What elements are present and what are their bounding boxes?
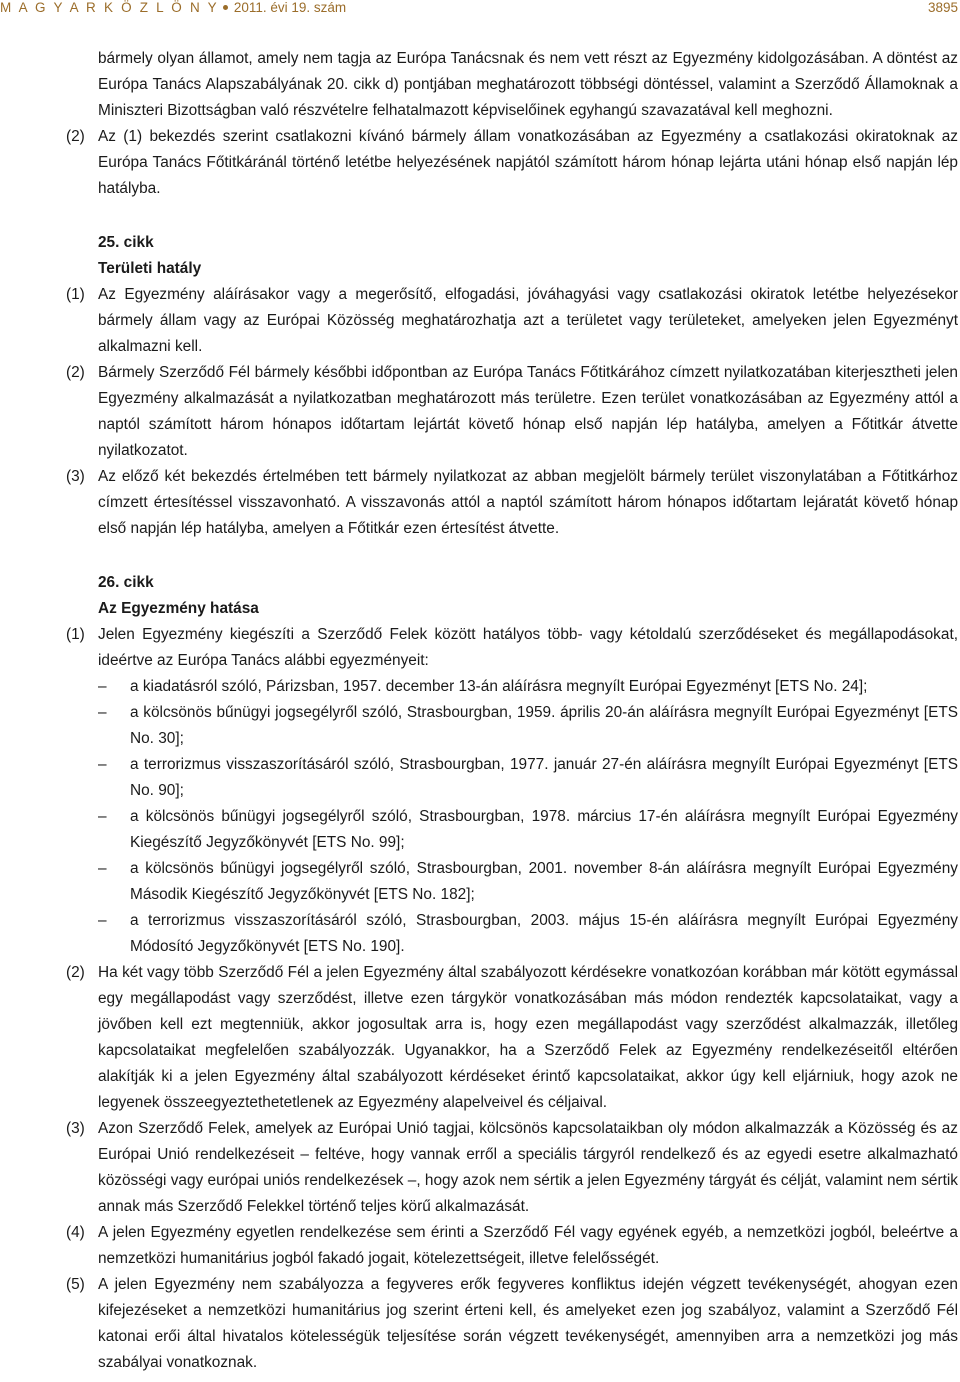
list-item (66, 752, 958, 804)
article-26-title: Az Egyezmény hatása (98, 600, 259, 617)
paragraph-number: (2) (66, 128, 85, 145)
article-26-paragraph (66, 960, 958, 1116)
article-26-paragraph (66, 1220, 958, 1272)
paragraph-text: Az Egyezmény aláírásakor vagy a megerősítő, elfogadási, jóváhagyási vagy csatlakozási okiratok letétbe helyezésekor bármely állam vagy az Európai Közösség meghatározhatja azt a területet vagy területeket, amelyeken jelen Egyezményt alkalmazni kell. (98, 286, 958, 355)
article-25-paragraph (66, 464, 958, 542)
list-item (66, 674, 958, 700)
article-26-paragraph (66, 1116, 958, 1220)
paragraph-number: (5) (66, 1276, 85, 1293)
paragraph-text: Az előző két bekezdés értelmében tett bármely nyilatkozat az abban megjelölt bármely terület viszonylatában a Főtitkárhoz címzett értesítéssel visszavonható. A visszavonás attól a naptól számított három hónapos időtartam lejáratát követő hónap első napján lép hatályba, amelyen a Főtitkár ezen értesítést átvette. (98, 468, 958, 537)
intro-paragraph: bármely olyan államot, amely nem tagja az Európa Tanácsnak és nem vett részt az Egyezmény kidolgozásában. A döntést az Európa Tanács Alapszabályának 20. cikk d) pontjában meghatározott többségi döntéssel, valamint a Szerződő Államoknak a Miniszteri Bizottságban való részvételre felhatalmazott képviselőinek egyhangú szavazatával kell meghozni. (98, 50, 958, 119)
article-25-title: Területi hatály (98, 260, 202, 277)
list-item (66, 908, 958, 960)
list-item-text: a kölcsönös bűnügyi jogsegélyről szóló, Strasbourgban, 2001. november 8-án aláírásra megnyílt Európai Egyezmény Második Kiegészítő Jegyzőkönyvét [ETS No. 182]; (130, 860, 958, 903)
paragraph-text: Bármely Szerződő Fél bármely későbbi időpontban az Európa Tanács Főtitkárához címzett nyilatkozatában kiterjesztheti jelen Egyezmény alkalmazását a nyilatkozatban meghatározott más területre. Ezen terület vonatkozásában az Egyezmény attól a naptól számított három hónapos időtartam lejártát követő hónap első napján lép hatályba, amelyen a Főtitkár átvette nyilatkozatot. (98, 364, 958, 459)
paragraph-number: (2) (66, 964, 85, 981)
bullet-dot-icon (223, 5, 228, 10)
header-publication (0, 0, 346, 15)
page-number: 3895 (927, 0, 958, 15)
dash-bullet: – (98, 860, 107, 877)
paragraph-number: (3) (66, 468, 85, 485)
issue-date: 2011. évi 19. szám (233, 0, 347, 15)
list-item (66, 804, 958, 856)
article-25-paragraph (66, 282, 958, 360)
article-26-paragraph (66, 1272, 958, 1376)
dash-bullet: – (98, 704, 107, 721)
list-item (66, 700, 958, 752)
paragraph-number: (1) (66, 626, 85, 643)
paragraph-text: A jelen Egyezmény egyetlen rendelkezése sem érinti a Szerződő Fél vagy egyének egyéb, a nemzetközi jogból, beleértve a nemzetközi humanitárius jogból fakadó jogait, kötelezettségeit, illetve felelősségét. (98, 1224, 958, 1267)
paragraph-number: (2) (66, 364, 85, 381)
paragraph-text: Ha két vagy több Szerződő Fél a jelen Egyezmény által szabályozott kérdésekre vonatkozóan korábban már kötött egymással egy megállapodást vagy szerződést, illetve ezen tárgykör vonatkozásában más módon rendezték kapcsolataikat, vagy a jövőben kell ezt megtenniük, akkor jogosultak arra is, hogy ezen megállapodást vagy szerződést alkalmazzák, illetőleg kapcsolataikat megfelelően szabályozzák. Ugyanakkor, ha a Szerződő Felek az Egyezmény rendelkezéseitől eltérően alakítják ki a jelen Egyezmény által szabályozott kérdéseket érintő kapcsolataikat, akkor úgy kell eljárniuk, hogy azok ne legyenek összeegyeztethetetlenek az Egyezmény alapelveivel és céljaival. (98, 964, 958, 1111)
article-26-number: 26. cikk (98, 574, 154, 591)
paragraph-text: Az (1) bekezdés szerint csatlakozni kívánó bármely állam vonatkozásában az Egyezmény a csatlakozási okiratoknak az Európa Tanács Főtitkáránál történő letétbe helyezésének napjától számított három hónap lejárta utáni hónap első napján lép hatályba. (98, 128, 958, 197)
page-header (0, 0, 960, 24)
publication-name: M A G Y A R K Ö Z L Ö N Y (0, 0, 219, 15)
paragraph-text: Azon Szerződő Felek, amelyek az Európai Unió tagjai, kölcsönös kapcsolataikban oly módon alkalmazzák a Közösség és az Európai Unió rendelkezéseit – feltéve, hogy vannak erről a speciális tárgyról rendelkező és az egyedi esetre alkalmazható közösségi vagy európai uniós rendelkezések –, hogy azok nem sértik a jelen Egyezmény tárgyát és célját, valamint nem sértik annak más Szerződő Felekkel történő teljes körű alkalmazását. (98, 1120, 958, 1215)
dash-bullet: – (98, 678, 107, 695)
article-25-paragraph (66, 360, 958, 464)
list-item-text: a kölcsönös bűnügyi jogsegélyről szóló, Strasbourgban, 1978. március 17-én aláírásra megnyílt Európai Egyezmény Kiegészítő Jegyzőkönyvét [ETS No. 99]; (130, 808, 958, 851)
list-item-text: a terrorizmus visszaszorításáról szóló, Strasbourgban, 2003. május 15-én aláírásra megnyílt Európai Egyezmény Módosító Jegyzőkönyvét [ETS No. 190]. (130, 912, 958, 955)
paragraph-number: (3) (66, 1120, 85, 1137)
list-item-text: a kiadatásról szóló, Párizsban, 1957. december 13-án aláírásra megnyílt Európai Egyezményt [ETS No. 24]; (130, 678, 868, 695)
paragraph-text: Jelen Egyezmény kiegészíti a Szerződő Felek között hatályos több- vagy kétoldalú szerződéseket és megállapodásokat, ideértve az Európa Tanács alábbi egyezményeit: (98, 626, 958, 669)
paragraph-text: A jelen Egyezmény nem szabályozza a fegyveres erők fegyveres konfliktus idején végzett tevékenységét, ahogyan ezen kifejezéseket a nemzetközi humanitárius jog szerint érteni kell, és amelyeket ezen jog szabályoz, valamint a Szerződő Fél katonai erői által hivatalos kötelességük teljesítése során végzett tevékenységét, amennyiben arra a nemzetközi jog más szabályai vonatkoznak. (98, 1276, 958, 1371)
dash-bullet: – (98, 808, 107, 825)
dash-bullet: – (98, 912, 107, 929)
list-item-text: a kölcsönös bűnügyi jogsegélyről szóló, Strasbourgban, 1959. április 20-án aláírásra megnyílt Európai Egyezményt [ETS No. 30]; (130, 704, 958, 747)
document-body (66, 46, 958, 1376)
dash-bullet: – (98, 756, 107, 773)
list-item (66, 856, 958, 908)
paragraph-24-2 (66, 124, 958, 202)
paragraph-number: (4) (66, 1224, 85, 1241)
article-26-paragraph (66, 622, 958, 674)
article-25-number: 25. cikk (98, 234, 154, 251)
convention-list (66, 674, 958, 960)
list-item-text: a terrorizmus visszaszorításáról szóló, Strasbourgban, 1977. január 27-én aláírásra megnyílt Európai Egyezményt [ETS No. 90]; (130, 756, 958, 799)
paragraph-number: (1) (66, 286, 85, 303)
